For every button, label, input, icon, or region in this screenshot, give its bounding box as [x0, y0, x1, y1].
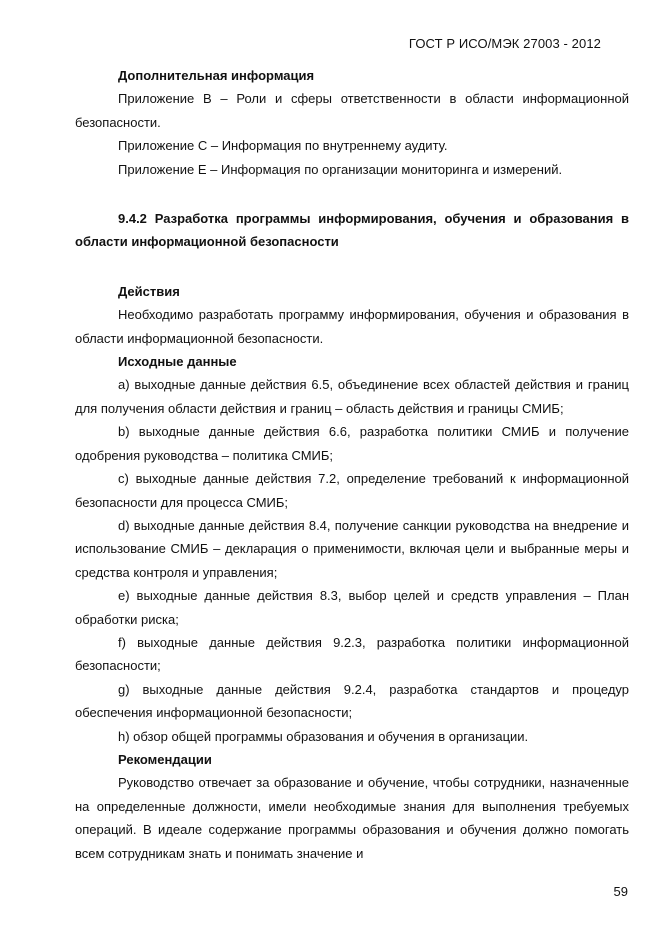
input-item-a: a) выходные данные действия 6.5, объединение всех областей действия и границ для получения области действия и границ – область действия и границы СМИБ; [75, 377, 629, 416]
input-item-e: e) выходные данные действия 8.3, выбор целей и средств управления – План обработки риска; [75, 588, 629, 627]
input-item-h: h) обзор общей программы образования и обучения в организации. [118, 728, 529, 744]
page-number: 59 [613, 884, 628, 899]
inputs-heading: Исходные данные [118, 354, 237, 370]
input-item-g: g) выходные данные действия 9.2.4, разработка стандартов и процедур обеспечения информационной безопасности; [75, 681, 629, 721]
annex-b-reference: Приложение B – Роли и сферы ответственности в области информационной безопасности. [75, 91, 629, 130]
annex-e-reference: Приложение Е – Информация по организации мониторинга и измерений. [118, 161, 563, 177]
recommendations-paragraph: Руководство отвечает за образование и обучение, чтобы сотрудники, назначенные на определенные должности, имели необходимые знания для выполнения требуемых операций. В идеале содержание программы образования и обучения должно помогать всем сотрудникам знать и понимать значение и [75, 775, 629, 861]
input-item-b: b) выходные данные действия 6.6, разработка политики СМИБ и получение одобрения руководства – политика СМИБ; [75, 424, 629, 463]
section-heading-9-4-2: 9.4.2 Разработка программы информирования, обучения и образования в области информационной безопасности [75, 211, 629, 250]
recommendations-heading: Рекомендации [118, 751, 212, 767]
annex-c-reference: Приложение С – Информация по внутреннему аудиту. [118, 138, 448, 154]
actions-heading: Действия [118, 283, 180, 299]
document-body [75, 64, 629, 865]
input-item-c: c) выходные данные действия 7.2, определение требований к информационной безопасности для процесса СМИБ; [75, 471, 629, 510]
input-item-d: d) выходные данные действия 8.4, получение санкции руководства на внедрение и использование СМИБ – декларация о применимости, включая цели и выбранные меры и средства контроля и управления; [75, 517, 629, 580]
additional-info-heading: Дополнительная информация [118, 68, 315, 83]
input-item-f: f) выходные данные действия 9.2.3, разработка политики информационной безопасности; [75, 634, 629, 674]
actions-paragraph: Необходимо разработать программу информирования, обучения и образования в области информационной безопасности. [75, 307, 629, 346]
page-header-standard: ГОСТ Р ИСО/МЭК 27003 - 2012 [408, 36, 601, 51]
